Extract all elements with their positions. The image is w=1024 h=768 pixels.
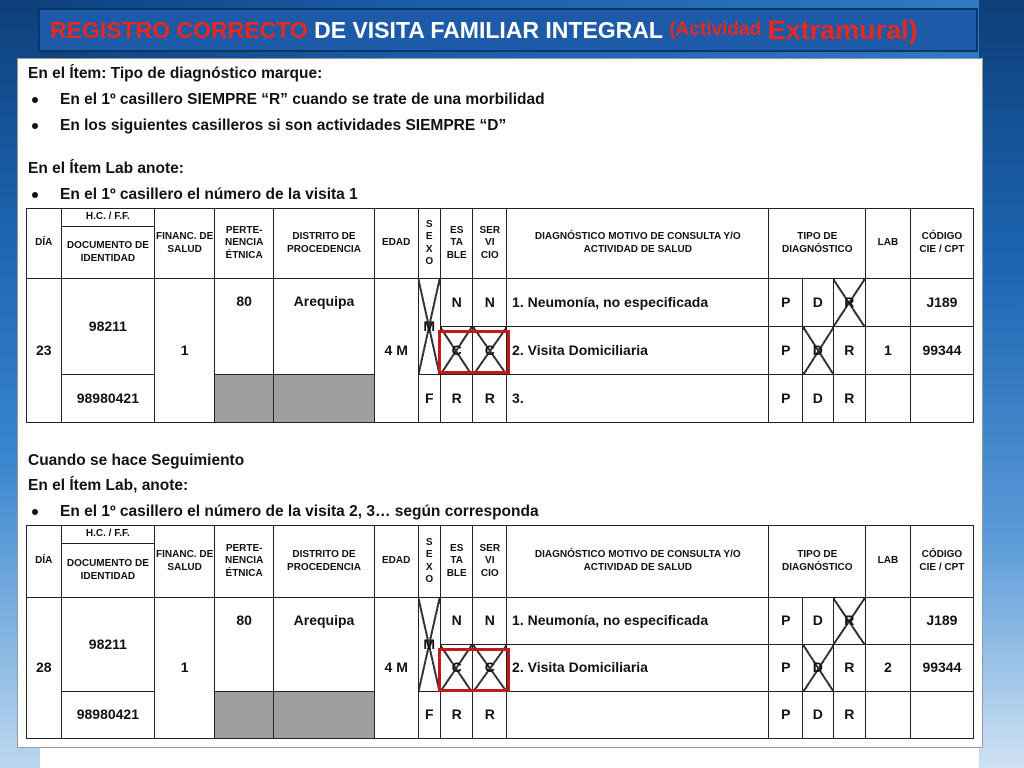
header-lab: LAB xyxy=(866,526,911,598)
cell-distrito: Arequipa xyxy=(274,279,375,375)
header-tipo-diagnostico: TIPO DE DIAGNÓSTICO xyxy=(769,526,866,598)
cell-tipo-r-marked: R xyxy=(833,279,866,327)
header-distrito: DISTRITO DE PROCEDENCIA xyxy=(274,526,375,598)
header-documento: DOCUMENTO DE IDENTIDAD xyxy=(61,227,155,279)
cell-codigo: 99344 xyxy=(910,327,973,375)
cell-lab xyxy=(866,375,911,423)
cell-dia: 28 xyxy=(27,598,62,739)
header-diagnostico: DIAGNÓSTICO MOTIVO DE CONSULTA Y/O ACTIVIDAD DE SALUD xyxy=(507,526,769,598)
seguimiento-bullet-1: En el 1º casillero el número de la visita 2, 3… según corresponda xyxy=(32,503,539,521)
cell-estable-marked: C xyxy=(440,645,473,692)
cell-tipo-d: D xyxy=(803,279,834,327)
highlight-box-visita-1 xyxy=(438,330,510,374)
header-estable: ES TA BLE xyxy=(440,526,473,598)
slide-title xyxy=(38,8,978,52)
cell-tipo-p: P xyxy=(769,375,803,423)
cell-codigo: J189 xyxy=(910,598,973,645)
tipo-bullet-1: En el 1º casillero SIEMPRE “R” cuando se trate de una morbilidad xyxy=(32,91,545,109)
header-servicio: SER VI CIO xyxy=(473,209,507,279)
cell-hc: 98211 xyxy=(61,598,155,692)
cell-diagnostico: 3. xyxy=(507,375,769,423)
cell-tipo-p: P xyxy=(769,598,803,645)
cell-lab xyxy=(866,598,911,645)
cell-estable: N xyxy=(440,279,473,327)
cell-tipo-r-marked: R xyxy=(833,598,866,645)
cell-diagnostico: 1. Neumonía, no especificada xyxy=(507,598,769,645)
cell-distrito-empty xyxy=(274,375,375,423)
cell-tipo-r: R xyxy=(833,645,866,692)
header-dia: DÍA xyxy=(27,209,62,279)
header-diagnostico: DIAGNÓSTICO MOTIVO DE CONSULTA Y/O ACTIVIDAD DE SALUD xyxy=(507,209,769,279)
header-estable: ES TA BLE xyxy=(440,209,473,279)
cell-codigo xyxy=(910,692,973,739)
cell-hc: 98211 xyxy=(61,279,155,375)
cell-sexo-m: M xyxy=(418,279,440,375)
cell-tipo-d-marked: D xyxy=(803,645,834,692)
cell-servicio: N xyxy=(473,279,507,327)
cell-servicio: N xyxy=(473,598,507,645)
header-dia: DÍA xyxy=(27,526,62,598)
cell-servicio-marked: C xyxy=(473,327,507,375)
cell-lab: 1 xyxy=(866,327,911,375)
cell-etnia: 80 xyxy=(215,598,274,692)
header-perte: PERTE- NENCIA ÉTNICA xyxy=(215,209,274,279)
cell-tipo-p: P xyxy=(769,327,803,375)
cell-codigo xyxy=(910,375,973,423)
bullet-icon xyxy=(32,123,38,129)
cell-tipo-d-marked: D xyxy=(803,327,834,375)
title-part-visita: DE VISITA FAMILIAR INTEGRAL xyxy=(314,16,663,43)
lab-bullet-1: En el 1º casillero el número de la visita 1 xyxy=(32,186,358,204)
cell-diagnostico: 2. Visita Domiciliaria xyxy=(507,645,769,692)
cell-tipo-r: R xyxy=(833,327,866,375)
header-tipo-diagnostico: TIPO DE DIAGNÓSTICO xyxy=(769,209,866,279)
cell-estable-marked: C xyxy=(440,327,473,375)
cell-distrito-empty xyxy=(274,692,375,739)
header-lab: LAB xyxy=(866,209,911,279)
cell-lab xyxy=(866,279,911,327)
cell-estable: R xyxy=(440,692,473,739)
cell-edad: 4 M xyxy=(374,279,418,423)
cell-financ: 1 xyxy=(155,279,215,423)
cell-tipo-p: P xyxy=(769,279,803,327)
header-codigo: CÓDIGO CIE / CPT xyxy=(910,526,973,598)
cell-tipo-d: D xyxy=(803,692,834,739)
bullet-icon xyxy=(32,509,38,515)
header-financ: FINANC. DE SALUD xyxy=(155,209,215,279)
title-part-actividad: (Actividad xyxy=(669,19,762,40)
cell-tipo-p: P xyxy=(769,645,803,692)
registro-table-visita-1 xyxy=(26,208,974,423)
header-servicio: SER VI CIO xyxy=(473,526,507,598)
cell-tipo-p: P xyxy=(769,692,803,739)
cell-codigo: J189 xyxy=(910,279,973,327)
cell-sexo-m: M xyxy=(418,598,440,692)
cell-tipo-d: D xyxy=(803,598,834,645)
registro-table-seguimiento xyxy=(26,525,974,739)
cell-documento: 98980421 xyxy=(61,375,155,423)
cell-diagnostico: 1. Neumonía, no especificada xyxy=(507,279,769,327)
cell-edad: 4 M xyxy=(374,598,418,739)
tipo-bullet-2: En los siguientes casilleros si son actividades SIEMPRE “D” xyxy=(32,117,506,135)
background-right xyxy=(979,0,1024,768)
cell-tipo-r: R xyxy=(833,692,866,739)
cell-distrito: Arequipa xyxy=(274,598,375,692)
cell-dia: 23 xyxy=(27,279,62,423)
title-part-registro: REGISTRO CORRECTO xyxy=(50,16,308,43)
cell-codigo: 99344 xyxy=(910,645,973,692)
lab-heading: En el Ítem Lab anote: xyxy=(28,160,184,177)
header-hc: H.C. / F.F. xyxy=(61,526,155,544)
title-part-extramural: Extramural) xyxy=(767,14,918,45)
cell-estable: N xyxy=(440,598,473,645)
cell-diagnostico: 2. Visita Domiciliaria xyxy=(507,327,769,375)
bullet-icon xyxy=(32,192,38,198)
cell-tipo-r: R xyxy=(833,375,866,423)
tipo-heading: En el Ítem: Tipo de diagnóstico marque: xyxy=(28,65,323,82)
cell-lab: 2 xyxy=(866,645,911,692)
header-edad: EDAD xyxy=(374,209,418,279)
cell-etnia-empty xyxy=(215,375,274,423)
cell-servicio: R xyxy=(473,692,507,739)
cell-servicio: R xyxy=(473,375,507,423)
header-sexo: S E X O xyxy=(418,526,440,598)
header-distrito: DISTRITO DE PROCEDENCIA xyxy=(274,209,375,279)
cell-diagnostico xyxy=(507,692,769,739)
cell-sexo-f: F xyxy=(418,692,440,739)
cell-tipo-d: D xyxy=(803,375,834,423)
header-documento: DOCUMENTO DE IDENTIDAD xyxy=(61,544,155,598)
header-perte: PERTE- NENCIA ÉTNICA xyxy=(215,526,274,598)
header-edad: EDAD xyxy=(374,526,418,598)
cell-documento: 98980421 xyxy=(61,692,155,739)
header-financ: FINANC. DE SALUD xyxy=(155,526,215,598)
cell-financ: 1 xyxy=(155,598,215,739)
bullet-icon xyxy=(32,97,38,103)
content-panel xyxy=(17,58,983,748)
cell-etnia-empty xyxy=(215,692,274,739)
cell-estable: R xyxy=(440,375,473,423)
seguimiento-lab-heading: En el Ítem Lab, anote: xyxy=(28,477,189,494)
seguimiento-heading: Cuando se hace Seguimiento xyxy=(28,452,245,469)
header-sexo: S E X O xyxy=(418,209,440,279)
cell-servicio-marked: C xyxy=(473,645,507,692)
cell-sexo-f: F xyxy=(418,375,440,423)
header-codigo: CÓDIGO CIE / CPT xyxy=(910,209,973,279)
header-hc: H.C. / F.F. xyxy=(61,209,155,227)
highlight-box-seguimiento xyxy=(438,648,510,692)
cell-lab xyxy=(866,692,911,739)
cell-etnia: 80 xyxy=(215,279,274,375)
